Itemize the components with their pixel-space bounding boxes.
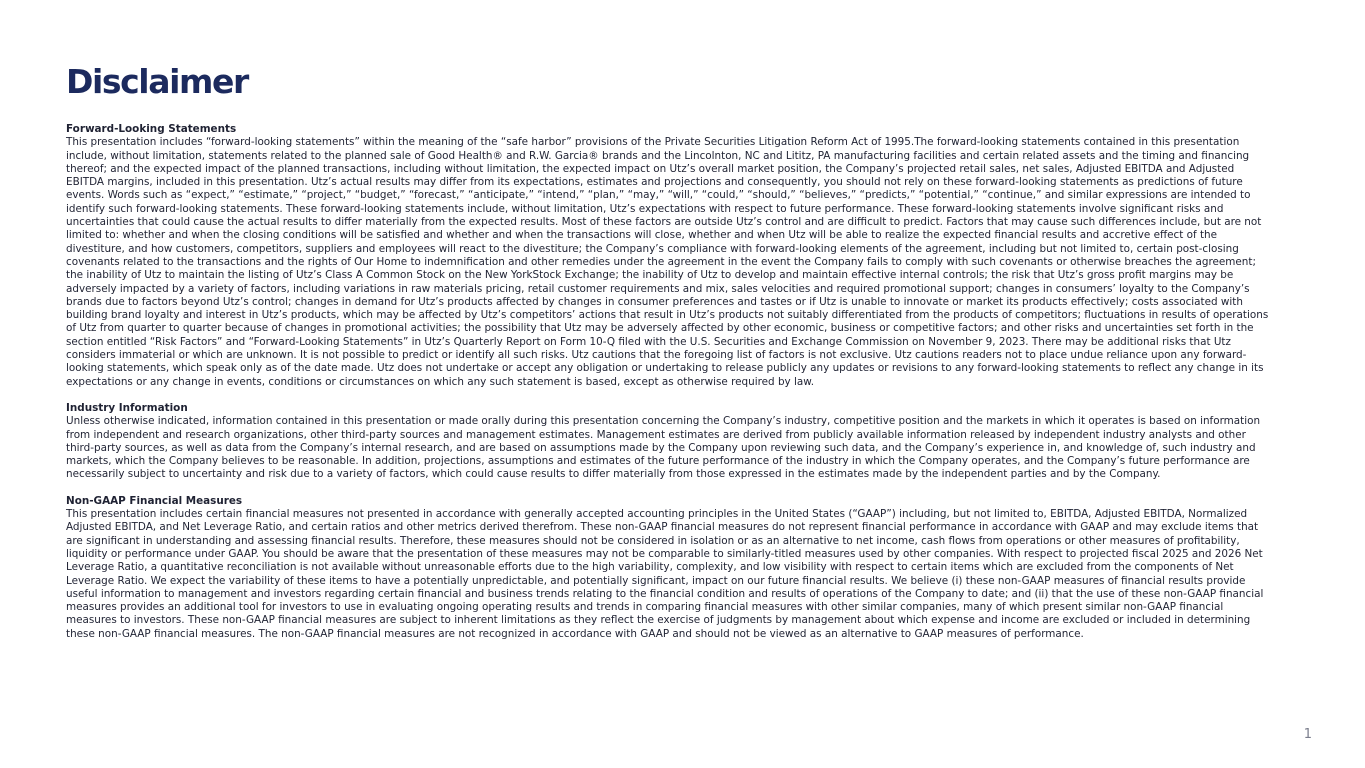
section-body: This presentation includes certain financial measures not presented in accordance with generally accepted accounting principles in the United States (“GAAP”) including, but not limited to, EBITDA, Adjusted EBITDA, Normalized Adjusted EBITDA, and Net Leverage Ratio, and certain ratios and other metrics derived therefrom. These non-GAAP financial measures do not represent financial performance in accordance with GAAP and may exclude items that are significant in understanding and assessing financial results. Therefore, these measures should not be considered in isolation or as an alternative to net income, cash flows from operations or other measures of profitability, liquidity or performance under GAAP. You should be aware that the presentation of these measures may not be comparable to similarly-titled measures used by other companies. With respect to projected fiscal 2025 and 2026 Net Leverage Ratio, a quantitative reconciliation is not available without unreasonable efforts due to the high variability, complexity, and low visibility with respect to certain items which are excluded from the components of Net Leverage Ratio. We expect the variability of these items to have a potentially unpredictable, and potentially significant, impact on our future financial results. We believe (i) these non-GAAP measures of financial results provide useful information to management and investors regarding certain financial and business trends relating to the financial condition and results of operations of the Company to date; and (ii) that the use of these non-GAAP financial measures provides an additional tool for investors to use in evaluating ongoing operating results and trends in comparing financial measures with other similar companies, many of which present similar non-GAAP financial measures to investors. These non-GAAP financial measures are subject to inherent limitations as they reflect the exercise of judgments by management about which expense and income are excluded or included in determining these non-GAAP financial measures. The non-GAAP financial measures are not recognized in accordance with GAAP and should not be viewed as an alternative to GAAP measures of performance.	[66, 508, 1264, 640]
section-forward-looking-statements	[66, 123, 1274, 389]
section-body: Unless otherwise indicated, information contained in this presentation or made orally during this presentation concerning the Company’s industry, competitive position and the markets in which it operates is based on information from independent and research organizations, other third-party sources and management estimates. Management estimates are derived from publicly available information released by independent industry analysts and other third-party sources, as well as data from the Company’s internal research, and are based on assumptions made by the Company upon reviewing such data, and the Company’s experience in, and knowledge of, such industry and markets, which the Company believes to be reasonable. In addition, projections, assumptions and estimates of the future performance of the industry in which the Company operates, and the Company’s future performance are necessarily subject to uncertainty and risk due to a variety of factors, which could cause results to differ materially from those expressed in the estimates made by the independent parties and by the Company.	[66, 415, 1261, 481]
section-heading: Forward-Looking Statements	[66, 123, 237, 135]
section-non-gaap-financial-measures	[66, 495, 1274, 641]
section-heading: Industry Information	[66, 401, 188, 414]
section-industry-information	[66, 402, 1274, 482]
disclaimer-content	[66, 123, 1274, 654]
page-number: 1	[1303, 727, 1312, 742]
section-heading: Non-GAAP Financial Measures	[66, 494, 243, 507]
section-body: This presentation includes “forward-looking statements” within the meaning of the “safe harbor” provisions of the Private Securities Litigation Reform Act of 1995.The forward-looking statements contained in this presentation include, without limitation, statements related to the planned sale of Good Health® and R.W. Garcia® brands and the Lincolnton, NC and Lititz, PA manufacturing facilities and certain related assets and the timing and financing thereof; and the expected impact of the planned transactions, including without limitation, the expected impact on Utz’s overall market position, the Company’s projected retail sales, net sales, Adjusted EBITDA and Adjusted EBITDA margins, included in this presentation. Utz’s actual results may differ from its expectations, estimates and projections and consequently, you should not rely on these forward-looking statements as predictions of future events. Words such as “expect,” “estimate,” “project,” “budget,” “forecast,” “anticipate,” “intend,” “plan,” “may,” “will,” “could,” “should,” “believes,” “predicts,” “potential,” “continue,” and similar expressions are intended to identify such forward-looking statements. These forward-looking statements include, without limitation, Utz’s expectations with respect to future performance. These forward-looking statements involve significant risks and uncertainties that could cause the actual results to differ materially from the expected results. Most of these factors are outside Utz’s control and are difficult to predict. Factors that may cause such differences include, but are not limited to: whether and when the closing conditions will be satisfied and whether and when the transactions will close, whether and when Utz will be able to realize the expected financial results and accretive effect of the divestiture, and how customers, competitors, suppliers and employees will react to the divestiture; the Company’s compliance with forward-looking elements of the agreement, including but not limited to, certain post-closing covenants related to the transactions and the rights of Our Home to indemnification and other remedies under the agreement in the event the Company fails to comply with such covenants or otherwise breaches the agreement; the inability of Utz to maintain the listing of Utz’s Class A Common Stock on the New YorkStock Exchange; the inability of Utz to develop and maintain effective internal controls; the risk that Utz’s gross profit margins may be adversely impacted by a variety of factors, including variations in raw materials pricing, retail customer requirements and mix, sales velocities and required promotional support; changes in consumers’ loyalty to the Company’s brands due to factors beyond Utz’s control; changes in demand for Utz’s products affected by changes in consumer preferences and tastes or if Utz is unable to innovate or market its products effectively; costs associated with building brand loyalty and interest in Utz’s products, which may be affected by Utz’s competitors’ actions that result in Utz’s products not suitably differentiated from the products of competitors; fluctuations in results of operations of Utz from quarter to quarter because of changes in promotional activities; the possibility that Utz may be adversely affected by other economic, business or competitive factors; and other risks and uncertainties set forth in the section entitled “Risk Factors” and “Forward-Looking Statements” in Utz’s Quarterly Report on Form 10-Q filed with the U.S. Securities and Exchange Commission on November 9, 2023. There may be additional risks that Utz considers immaterial or which are unknown. It is not possible to predict or identify all such risks. Utz cautions that the foregoing list of factors is not exclusive. Utz cautions readers not to place undue reliance upon any forward-looking statements, which speak only as of the date made. Utz does not undertake or accept any obligation or undertaking to release publicly any updates or revisions to any forward-looking statements to reflect any change in its expectations or any change in events, conditions or circumstances on which any such statement is based, except as otherwise required by law.	[66, 136, 1269, 388]
page-title: Disclaimer	[66, 62, 248, 101]
